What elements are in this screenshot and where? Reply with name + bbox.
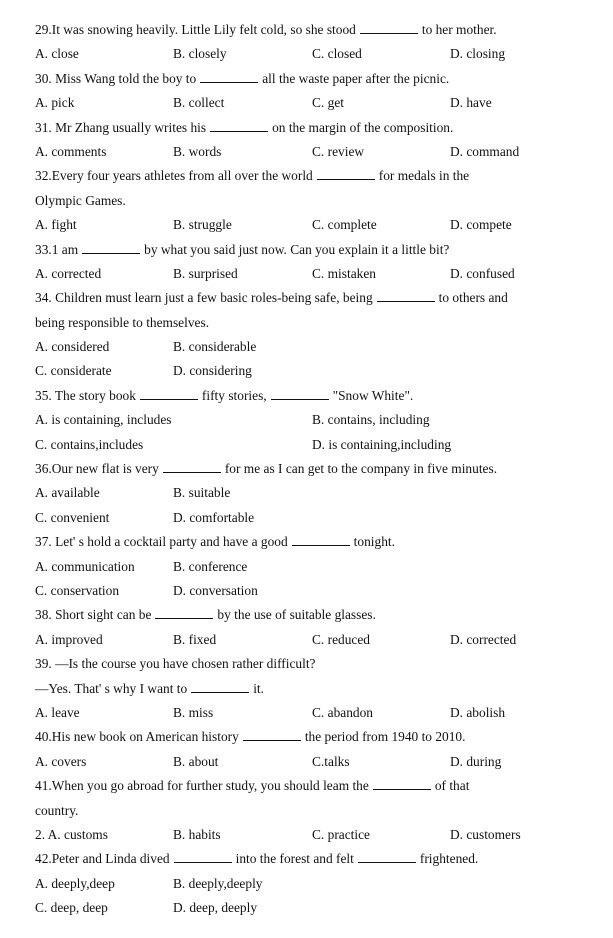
answer-option[interactable]: C. closed <box>312 46 362 62</box>
stem-text: 36.Our new flat is very <box>35 461 159 477</box>
answer-option[interactable]: C. mistaken <box>312 265 376 281</box>
stem-text: country. <box>35 802 79 818</box>
answer-blank[interactable] <box>373 777 431 790</box>
answer-blank[interactable] <box>200 70 258 83</box>
answer-option[interactable]: A. available <box>35 485 100 501</box>
answer-option[interactable]: B. considerable <box>173 339 257 355</box>
stem-text: 40.His new book on American history <box>35 729 239 745</box>
stem-text: being responsible to themselves. <box>35 314 210 330</box>
question-block <box>35 118 595 167</box>
options-row <box>35 703 595 727</box>
question-stem-line <box>35 313 595 337</box>
stem-text: 34. Children must learn just a few basic roles-being safe, being <box>35 290 373 306</box>
answer-option[interactable]: B. conference <box>173 558 248 574</box>
answer-option[interactable]: C. contains,includes <box>35 436 144 452</box>
answer-option[interactable]: C. deep, deep <box>35 900 108 916</box>
answer-option[interactable]: B. words <box>173 143 222 159</box>
answer-blank[interactable] <box>140 387 198 400</box>
question-stem-line <box>35 679 595 703</box>
question-stem-line <box>35 727 595 751</box>
answer-option[interactable]: D. deep, deeply <box>173 900 258 916</box>
stem-text: 32.Every four years athletes from all over the world <box>35 168 313 184</box>
options-row <box>35 93 595 117</box>
options-row <box>35 752 595 776</box>
stem-text: 33.1 am <box>35 241 79 257</box>
question-block <box>35 240 595 289</box>
question-stem-line <box>35 20 595 44</box>
answer-blank[interactable] <box>377 289 435 302</box>
answer-blank[interactable] <box>271 387 329 400</box>
answer-blank[interactable] <box>155 606 213 619</box>
answer-option[interactable]: C. review <box>312 143 365 159</box>
question-stem-line <box>35 386 595 410</box>
stem-text: for medals in the <box>378 168 470 184</box>
stem-text: "Snow White". <box>332 387 414 403</box>
options-row <box>35 215 595 239</box>
answer-option[interactable]: B. deeply,deeply <box>173 875 263 891</box>
answer-option[interactable]: C. complete <box>312 217 377 233</box>
stem-text: to her mother. <box>421 22 497 37</box>
question-block <box>35 532 595 605</box>
answer-option[interactable]: B. contains, including <box>312 412 430 428</box>
answer-option[interactable]: D. comfortable <box>173 509 255 525</box>
answer-option[interactable]: D. conversation <box>173 582 258 598</box>
answer-option[interactable]: 2. A. customs <box>35 826 108 842</box>
answer-option[interactable]: A. communication <box>35 558 135 574</box>
options-row <box>35 630 595 654</box>
options-row <box>35 264 595 288</box>
question-stem-line <box>35 240 595 264</box>
question-stem-line <box>35 654 595 678</box>
options-row <box>35 898 595 922</box>
question-stem-line <box>35 801 595 825</box>
stem-text: of that <box>434 778 470 794</box>
answer-option[interactable]: D. closing <box>450 46 506 62</box>
answer-option[interactable]: C.talks <box>312 753 350 769</box>
stem-text: on the margin of the composition. <box>272 119 454 135</box>
options-row <box>35 410 595 434</box>
options-row <box>35 825 595 849</box>
options-row <box>35 581 595 605</box>
options-row <box>35 557 595 581</box>
answer-blank[interactable] <box>174 850 232 863</box>
answer-option[interactable]: D. confused <box>450 265 515 281</box>
stem-text: to others and <box>438 290 508 306</box>
answer-option[interactable]: A. improved <box>35 631 103 647</box>
answer-blank[interactable] <box>210 119 268 132</box>
stem-text: 30. Miss Wang told the boy to <box>35 70 197 86</box>
answer-blank[interactable] <box>163 460 221 473</box>
question-stem-line <box>35 191 595 215</box>
question-block <box>35 727 595 776</box>
answer-option[interactable]: D. abolish <box>450 704 506 720</box>
answer-option[interactable]: A. close <box>35 46 79 62</box>
question-stem-line <box>35 118 595 142</box>
options-row <box>35 337 595 361</box>
question-block <box>35 166 595 239</box>
answer-option[interactable]: D. is containing,including <box>312 436 452 452</box>
stem-text: frightened. <box>419 851 479 867</box>
answer-option[interactable]: C. convenient <box>35 509 110 525</box>
answer-option[interactable]: A. deeply,deep <box>35 875 115 891</box>
answer-blank[interactable] <box>360 21 418 34</box>
answer-option[interactable]: B. about <box>173 753 219 769</box>
answer-option[interactable]: C. abandon <box>312 704 373 720</box>
answer-option[interactable]: D. considering <box>173 363 252 379</box>
question-stem-line <box>35 69 595 93</box>
question-stem-line <box>35 288 595 312</box>
answer-option[interactable]: B. surprised <box>173 265 238 281</box>
stem-text: fifty stories, <box>201 387 267 403</box>
answer-option[interactable]: B. fixed <box>173 631 217 647</box>
question-block <box>35 69 595 118</box>
answer-option[interactable]: A. corrected <box>35 265 102 281</box>
answer-option[interactable]: A. comments <box>35 143 107 159</box>
stem-text: it. <box>253 680 264 696</box>
options-row <box>35 44 595 68</box>
stem-text: all the waste paper after the picnic. <box>262 70 450 86</box>
answer-option[interactable]: D. corrected <box>450 631 517 647</box>
answer-option[interactable]: A. fight <box>35 217 77 233</box>
answer-blank[interactable] <box>358 850 416 863</box>
question-block <box>35 849 595 922</box>
stem-text: tonight. <box>353 534 395 550</box>
answer-option[interactable]: B. habits <box>173 826 221 842</box>
answer-option[interactable]: C. get <box>312 95 344 111</box>
stem-text: for me as I can get to the company in five minutes. <box>224 461 498 477</box>
answer-option[interactable]: C. reduced <box>312 631 371 647</box>
stem-text: 37. Let' s hold a cocktail party and have a good <box>35 534 288 550</box>
answer-option[interactable]: B. collect <box>173 95 225 111</box>
stem-text: 42.Peter and Linda dived <box>35 851 170 867</box>
answer-option[interactable]: B. suitable <box>173 485 231 501</box>
answer-option[interactable]: C. conservation <box>35 582 120 598</box>
question-stem-line <box>35 605 595 629</box>
options-row <box>35 435 595 459</box>
question-block <box>35 288 595 386</box>
options-row <box>35 361 595 385</box>
answer-blank[interactable] <box>317 167 375 180</box>
answer-option[interactable]: C. considerate <box>35 363 112 379</box>
stem-text: 39. —Is the course you have chosen rather difficult? <box>35 656 316 672</box>
exam-document <box>35 20 595 922</box>
options-row <box>35 874 595 898</box>
answer-option[interactable]: A. pick <box>35 95 75 111</box>
question-block <box>35 776 595 849</box>
question-stem-line <box>35 166 595 190</box>
answer-blank[interactable] <box>82 241 140 254</box>
answer-option[interactable]: A. covers <box>35 753 87 769</box>
stem-text: into the forest and felt <box>235 851 354 867</box>
answer-blank[interactable] <box>292 533 350 546</box>
answer-option[interactable]: A. is containing, includes <box>35 412 172 428</box>
answer-option[interactable]: A. leave <box>35 704 80 720</box>
question-block <box>35 654 595 727</box>
answer-option[interactable]: D. customers <box>450 826 521 842</box>
stem-text: by the use of suitable glasses. <box>217 607 376 623</box>
question-stem-line <box>35 532 595 556</box>
question-stem-line <box>35 459 595 483</box>
answer-blank[interactable] <box>191 680 249 693</box>
question-block <box>35 20 595 69</box>
answer-option[interactable]: B. miss <box>173 704 214 720</box>
stem-text: Olympic Games. <box>35 192 126 208</box>
question-stem-line <box>35 849 595 873</box>
stem-text: 29.It was snowing heavily. Little Lily felt cold, so she stood <box>35 22 356 37</box>
answer-option[interactable]: D. command <box>450 143 520 159</box>
answer-option[interactable]: B. closely <box>173 46 227 62</box>
answer-option[interactable]: D. compete <box>450 217 512 233</box>
options-row <box>35 142 595 166</box>
stem-text: by what you said just now. Can you explain it a little bit? <box>144 241 450 257</box>
question-block <box>35 386 595 459</box>
answer-option[interactable]: A. considered <box>35 339 110 355</box>
stem-text: 31. Mr Zhang usually writes his <box>35 119 207 135</box>
answer-option[interactable]: D. have <box>450 95 492 111</box>
question-block <box>35 605 595 654</box>
options-row <box>35 483 595 507</box>
question-block <box>35 459 595 532</box>
stem-text: 38. Short sight can be <box>35 607 152 623</box>
answer-option[interactable]: C. practice <box>312 826 370 842</box>
answer-option[interactable]: B. struggle <box>173 217 232 233</box>
stem-text: —Yes. That' s why I want to <box>35 680 188 696</box>
question-stem-line <box>35 776 595 800</box>
options-row <box>35 508 595 532</box>
stem-text: 41.When you go abroad for further study, you should leam the <box>35 778 369 794</box>
answer-blank[interactable] <box>243 728 301 741</box>
answer-option[interactable]: D. during <box>450 753 502 769</box>
stem-text: 35. The story book <box>35 387 136 403</box>
stem-text: the period from 1940 to 2010. <box>304 729 466 745</box>
